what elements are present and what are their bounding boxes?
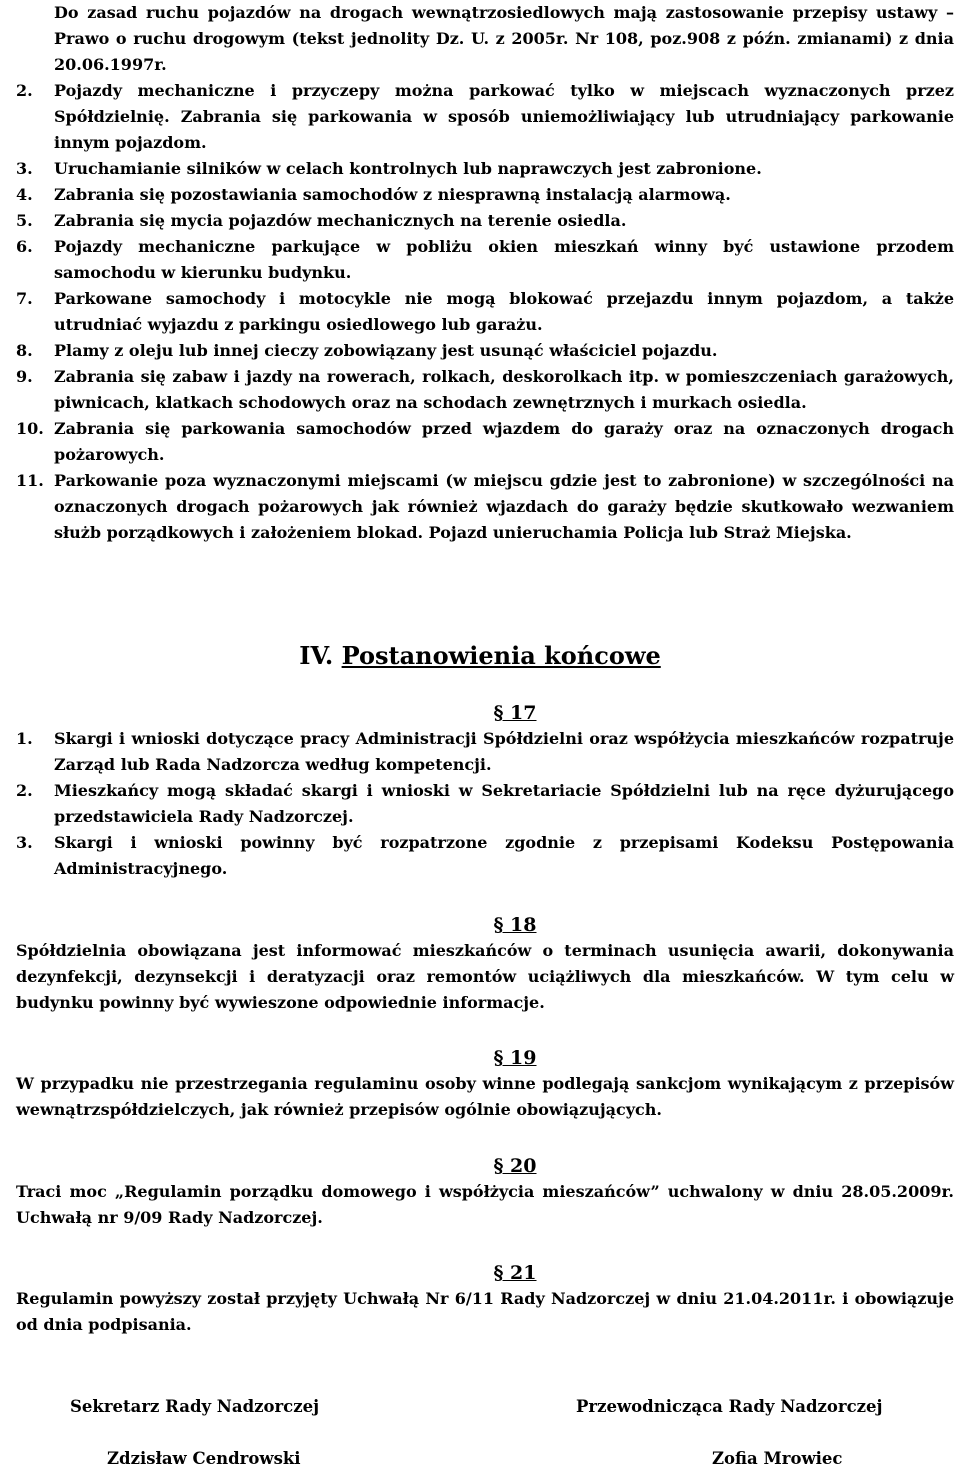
paragraph-17-item-number: 2. <box>16 781 33 800</box>
paragraph-17-mark: § 17 <box>493 702 537 724</box>
rule-item-text: Zabrania się parkowania samochodów przed wjazdem do garaży oraz na oznaczonych drogach pożarowych. <box>54 419 954 464</box>
rule-item <box>16 338 954 364</box>
paragraph-17-item-text: Mieszkańcy mogą składać skargi i wnioski w Sekretariacie Spółdzielni lub na ręce dyżurującego przedstawiciela Rady Nadzorczej. <box>54 781 954 826</box>
paragraph-17-item <box>16 830 954 882</box>
paragraph-20-mark: § 20 <box>493 1155 537 1177</box>
paragraph-17-item-text: Skargi i wnioski dotyczące pracy Administracji Spółdzielni oraz współżycia mieszkańców rozpatruje Zarząd lub Rada Nadzorcza według kompetencji. <box>54 729 954 774</box>
paragraph-19-mark: § 19 <box>493 1047 537 1069</box>
paragraph-17-item <box>16 778 954 830</box>
rule-item-text: Pojazdy mechaniczne i przyczepy można parkować tylko w miejscach wyznaczonych przez Spółdzielnię. Zabrania się parkowania w sposób uniemożliwiający lub utrudniający parkowanie innym pojazdom. <box>54 81 954 152</box>
signature-left-name: Zdzisław Cendrowski <box>107 1449 301 1468</box>
rule-item-text: Zabrania się pozostawiania samochodów z niesprawną instalacją alarmową. <box>54 185 731 204</box>
section-title: Postanowienia końcowe <box>341 641 661 670</box>
paragraph-17-item <box>16 726 954 778</box>
paragraph-17-item-number: 3. <box>16 833 33 852</box>
rule-item-number: 10. <box>16 419 44 438</box>
paragraph-17-item-number: 1. <box>16 729 33 748</box>
rule-item-text: Uruchamianie silników w celach kontrolnych lub naprawczych jest zabronione. <box>54 159 762 178</box>
rule-item-number: 9. <box>16 367 33 386</box>
rule-item-number: 11. <box>16 471 44 490</box>
rule-item-number: 3. <box>16 159 33 178</box>
rule-item <box>16 286 954 338</box>
rule-item-text: Zabrania się mycia pojazdów mechanicznych na terenie osiedla. <box>54 211 627 230</box>
paragraph-18-text: Spółdzielnia obowiązana jest informować mieszkańców o terminach usunięcia awarii, dokonywania dezynfekcji, dezynsekcji i deratyzacji oraz remontów uciążliwych dla mieszkańców. W tym celu w budynku powinny być wywieszone odpowiednie informacje. <box>16 941 954 1012</box>
paragraph-19-text: W przypadku nie przestrzegania regulaminu osoby winne podlegają sankcjom wynikającym z przepisów wewnątrzspółdzielczych, jak również przepisów ogólnie obowiązujących. <box>16 1074 954 1119</box>
rule-item-number: 6. <box>16 237 33 256</box>
traffic-rules-list <box>16 78 954 546</box>
paragraph-21-mark: § 21 <box>493 1262 537 1284</box>
rule-item <box>16 416 954 468</box>
paragraph-17-item-text: Skargi i wnioski powinny być rozpatrzone zgodnie z przepisami Kodeksu Postępowania Administracyjnego. <box>54 833 954 878</box>
paragraph-20-text: Traci moc „Regulamin porządku domowego i współżycia mieszańców” uchwalony w dniu 28.05.2009r. Uchwałą nr 9/09 Rady Nadzorczej. <box>16 1182 954 1227</box>
intro-paragraph: Do zasad ruchu pojazdów na drogach wewnątrzosiedlowych mają zastosowanie przepisy ustawy – Prawo o ruchu drogowym (tekst jednolity Dz. U. z 2005r. Nr 108, poz.908 z późn. zmianami) z dnia 20.06.1997r. <box>54 3 954 74</box>
rule-item <box>16 78 954 156</box>
section-roman: IV. <box>299 641 334 670</box>
rule-item-number: 7. <box>16 289 33 308</box>
rule-item-text: Zabrania się zabaw i jazdy na rowerach, rolkach, deskorolkach itp. w pomieszczeniach garażowych, piwnicach, klatkach schodowych oraz na schodach zewnętrznych i murkach osiedla. <box>54 367 954 412</box>
signature-left-role: Sekretarz Rady Nadzorczej <box>70 1397 320 1416</box>
signature-right-name: Zofia Mrowiec <box>712 1449 843 1468</box>
rule-item-number: 4. <box>16 185 33 204</box>
paragraph-21-text: Regulamin powyższy został przyjęty Uchwałą Nr 6/11 Rady Nadzorczej w dniu 21.04.2011r. i obowiązuje od dnia podpisania. <box>16 1289 954 1334</box>
rule-item-text: Parkowane samochody i motocykle nie mogą blokować przejazdu innym pojazdom, a także utrudniać wyjazdu z parkingu osiedlowego lub garażu. <box>54 289 954 334</box>
rule-item-number: 5. <box>16 211 33 230</box>
rule-item-text: Pojazdy mechaniczne parkujące w pobliżu okien mieszkań winny być ustawione przodem samochodu w kierunku budynku. <box>54 237 954 282</box>
rule-item <box>16 468 954 546</box>
rule-item <box>16 364 954 416</box>
signature-right-role: Przewodnicząca Rady Nadzorczej <box>576 1397 883 1416</box>
rule-item <box>16 234 954 286</box>
rule-item <box>16 156 954 182</box>
rule-item-text: Plamy z oleju lub innej cieczy zobowiązany jest usunąć właściciel pojazdu. <box>54 341 718 360</box>
rule-item-number: 2. <box>16 81 33 100</box>
rule-item <box>16 208 954 234</box>
section-heading <box>0 640 960 672</box>
rule-item-number: 8. <box>16 341 33 360</box>
paragraph-17-list <box>16 726 954 882</box>
rule-item-text: Parkowanie poza wyznaczonymi miejscami (w miejscu gdzie jest to zabronione) w szczególności na oznaczonych drogach pożarowych jak również wjazdach do garaży będzie skutkowało wezwaniem służb porządkowych i założeniem blokad. Pojazd unieruchamia Policja lub Straż Miejska. <box>54 471 954 542</box>
rule-item <box>16 182 954 208</box>
paragraph-18-mark: § 18 <box>493 914 537 936</box>
